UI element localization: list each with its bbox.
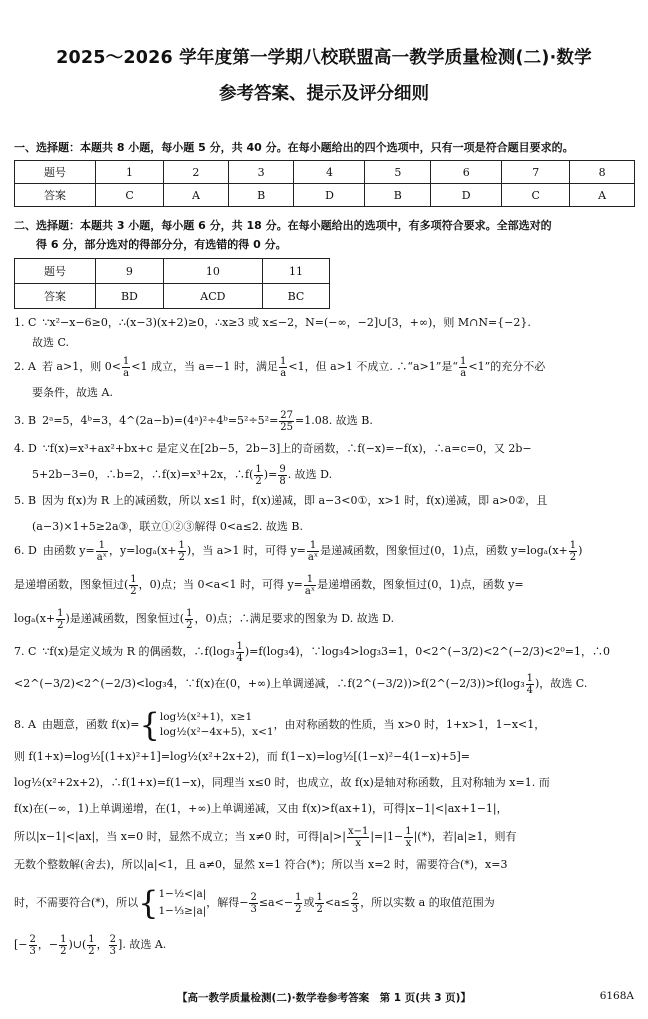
fraction-numerator: 27 xyxy=(280,409,294,421)
fraction xyxy=(526,673,534,696)
fraction-numerator: 9 xyxy=(279,463,286,475)
solution-text: <a≤ xyxy=(324,896,350,909)
fraction-denominator: 2 xyxy=(569,551,577,563)
solution-text: <1，但 a>1 不成立. ∴“a>1”是“ xyxy=(288,360,458,373)
fraction xyxy=(178,540,186,563)
table-cell: 2 xyxy=(164,161,229,184)
fraction-denominator: aˣ xyxy=(307,551,319,563)
table-cell: 8 xyxy=(570,161,635,184)
fraction xyxy=(569,540,577,563)
solution-text: 时，不需要符合(*)，所以 xyxy=(14,896,139,909)
section1-answer-table xyxy=(14,160,635,207)
fraction xyxy=(249,892,257,915)
table-cell: A xyxy=(164,184,229,207)
solution-text: 所以|x−1|<|ax|，当 x=0 时，显然不成立；当 x≠0 时，可得|a|>| xyxy=(14,830,346,843)
solution-text: 是递增函数，图象恒过(0，1)点，函数 y= xyxy=(317,578,524,591)
solution-q1 xyxy=(14,313,636,353)
fraction xyxy=(459,356,467,379)
fraction-denominator: 2 xyxy=(186,619,193,631)
solution-text: ，0)点；∴满足要求的图象为 D. 故选 D. xyxy=(194,612,395,625)
piecewise-case: log½(x²−4x+5)，x<1 xyxy=(159,726,274,738)
solution-text: ，− xyxy=(37,938,59,951)
inequality-system xyxy=(158,886,206,920)
fraction xyxy=(279,356,287,379)
fraction-numerator: 1 xyxy=(460,355,467,367)
table-cell: D xyxy=(294,184,365,207)
fraction-numerator: 1 xyxy=(60,933,67,945)
table-cell: BD xyxy=(96,284,164,309)
question-number: 5. B xyxy=(14,494,37,507)
solution-text: log½(x²+2x+2)，∴f(1+x)=f(1−x)，同理当 x≤0 时，也成立，故 f(x)是轴对称函数，且对称轴为 x=1. 而 xyxy=(14,776,550,789)
fraction-denominator: 2 xyxy=(130,585,137,597)
solution-text: ∵x²−x−6≥0，∴(x−3)(x+2)≥0，∴x≥3 或 x≤−2，N=(−∞，−2]∪[3，+∞)，则 M∩N={−2}. xyxy=(42,316,531,329)
left-brace: { xyxy=(139,706,160,744)
solution-text: ，由对称函数的性质，当 x>0 时，1+x>1，1−x<1， xyxy=(273,718,546,731)
fraction-numerator: 1 xyxy=(186,607,193,619)
table-cell: 5 xyxy=(365,161,431,184)
fraction-denominator: a xyxy=(280,367,287,379)
table-header-cell: 题号 xyxy=(15,259,96,284)
fraction xyxy=(307,540,319,563)
fraction-denominator: 4 xyxy=(236,652,243,664)
fraction-numerator: 1 xyxy=(307,540,319,552)
solution-text: )，故选 C. xyxy=(535,677,588,690)
table-row xyxy=(15,284,330,309)
question-number: 6. D xyxy=(14,544,37,557)
page-footer: 【高一教学质量检测(二)·数学卷参考答案 第 1 页(共 3 页)】 xyxy=(177,992,471,1004)
solution-text: ) xyxy=(578,544,583,557)
solution-text: . 故选 D. xyxy=(287,468,333,481)
fraction xyxy=(315,892,323,915)
solution-text: <1”的充分不必 xyxy=(468,360,546,373)
solution-text: 由函数 y= xyxy=(42,544,95,557)
solution-text: logₐ(x+ xyxy=(14,612,56,625)
solution-text: ，0)点；当 0<a<1 时，可得 y= xyxy=(138,578,303,591)
table-cell: 7 xyxy=(502,161,570,184)
fraction xyxy=(59,934,67,957)
fraction-numerator: 1 xyxy=(255,463,262,475)
table-row xyxy=(15,161,635,184)
fraction xyxy=(404,826,412,849)
section2-intro-line: 得 6 分，部分选对的得部分分，有选错的得 0 分。 xyxy=(36,238,287,251)
question-number: 8. A xyxy=(14,718,36,731)
solution-text: )∪( xyxy=(68,938,87,951)
fraction-denominator: 3 xyxy=(29,945,36,957)
fraction-denominator: 2 xyxy=(178,551,185,563)
solution-text: 若 a>1，则 0< xyxy=(41,360,121,373)
fraction xyxy=(347,826,369,849)
solution-text: )=f(log₃4)，∵log₃4>log₃3=1，0<2^(−3/2)<2^(−2/3)<2⁰=1，∴0 xyxy=(244,645,610,658)
fraction xyxy=(29,934,37,957)
solution-q4 xyxy=(14,436,636,488)
fraction-denominator: 2 xyxy=(295,903,302,915)
fraction-numerator: 2 xyxy=(250,891,257,903)
section2-intro xyxy=(14,216,636,254)
fraction-numerator: 1 xyxy=(316,891,323,903)
fraction-denominator: a xyxy=(460,367,467,379)
solution-text: 是递减函数，图象恒过(0，1)点，函数 y=logₐ(x+ xyxy=(320,544,568,557)
fraction xyxy=(96,540,108,563)
table-cell: 6 xyxy=(431,161,502,184)
fraction xyxy=(236,641,244,664)
table-cell: A xyxy=(570,184,635,207)
fraction-numerator: 1 xyxy=(405,825,412,837)
fraction xyxy=(304,574,316,597)
solution-text: ，解得− xyxy=(206,896,249,909)
solution-text: <1 成立，当 a=−1 时，满足 xyxy=(131,360,278,373)
solution-text: 2ᵃ=5，4ᵇ=3，4^(2a−b)=(4ᵃ)²÷4ᵇ=5²÷5²= xyxy=(42,414,279,427)
solution-text: 5+2b−3=0，∴b=2，∴f(x)=x³+2x，∴f( xyxy=(32,468,254,481)
fraction-numerator: 1 xyxy=(88,933,95,945)
solution-text: ， xyxy=(96,938,108,951)
table-cell: 1 xyxy=(96,161,164,184)
question-number: 4. D xyxy=(14,442,37,455)
fraction-numerator: x−1 xyxy=(347,825,369,837)
solution-text: (a−3)×1+5≥2a③，联立①②③解得 0<a≤2. 故选 B. xyxy=(32,520,303,533)
fraction xyxy=(122,356,130,379)
fraction-denominator: 2 xyxy=(57,619,64,631)
fraction-denominator: 4 xyxy=(526,684,534,696)
fraction-numerator: 1 xyxy=(236,640,243,652)
fraction-denominator: 25 xyxy=(280,421,294,433)
table-cell: BC xyxy=(262,284,329,309)
solution-text: )是递减函数，图象恒过( xyxy=(65,612,185,625)
solution-text: ，所以实数 a 的取值范围为 xyxy=(360,896,495,909)
solution-text: |(*)，若|a|≥1，则有 xyxy=(413,830,517,843)
solution-text: <2^(−3/2)<2^(−2/3)<log₃4，∵f(x)在(0，+∞)上单调递减，∴f(2^(−3/2))>f(2^(−2/3))>f(log₃ xyxy=(14,677,525,690)
solution-q8 xyxy=(14,706,636,962)
fraction xyxy=(109,934,117,957)
fraction-numerator: 2 xyxy=(29,933,36,945)
fraction-denominator: x xyxy=(355,837,361,849)
left-brace: { xyxy=(138,884,159,922)
table-row xyxy=(15,184,635,207)
table-cell: B xyxy=(365,184,431,207)
solution-text: 或 xyxy=(303,896,315,909)
fraction xyxy=(87,934,95,957)
section2-intro-line: 二、选择题：本题共 3 小题，每小题 6 分，共 18 分。在每小题给出的选项中，有多项符合要求。全部选对的 xyxy=(14,219,552,232)
fraction-numerator: 1 xyxy=(122,355,130,367)
question-number: 1. C xyxy=(14,316,37,329)
section1-intro: 一、选择题：本题共 8 小题，每小题 5 分，共 40 分。在每小题给出的四个选项中，只有一项是符合题目要求的。 xyxy=(14,141,574,154)
question-number: 2. A xyxy=(14,360,36,373)
fraction-numerator: 2 xyxy=(351,891,359,903)
fraction-denominator: x xyxy=(405,837,412,849)
solution-q5 xyxy=(14,488,636,540)
fraction-numerator: 1 xyxy=(304,574,316,586)
solution-text: )= xyxy=(263,468,278,481)
fraction xyxy=(56,608,64,631)
fraction-numerator: 1 xyxy=(569,539,577,551)
fraction-denominator: 3 xyxy=(250,903,257,915)
solution-text: 是递增函数，图象恒过( xyxy=(14,578,129,591)
table-cell: 3 xyxy=(228,161,294,184)
table-cell: B xyxy=(228,184,294,207)
fraction xyxy=(185,608,193,631)
table-cell: C xyxy=(96,184,164,207)
fraction-numerator: 1 xyxy=(295,891,302,903)
solution-text: [− xyxy=(14,938,28,951)
solution-q6 xyxy=(14,534,636,636)
piecewise-cases xyxy=(160,710,274,740)
solution-text: ，y=logₐ(x+ xyxy=(108,544,177,557)
solution-text: ∵f(x)=x³+ax²+bx+c 是定义在[2b−5，2b−3]上的奇函数，∴f(−x)=−f(x)，∴a=c=0，又 2b− xyxy=(42,442,532,455)
solution-q2 xyxy=(14,354,636,406)
inequality: 1−½<|a| xyxy=(158,888,207,900)
fraction xyxy=(294,892,302,915)
fraction-denominator: 2 xyxy=(316,903,323,915)
inequality: 1−⅓≥|a| xyxy=(158,905,207,917)
solution-text: 由题意，函数 f(x)= xyxy=(41,718,140,731)
table-cell: C xyxy=(502,184,570,207)
solution-text: |=|1− xyxy=(370,830,404,843)
fraction-denominator: 8 xyxy=(279,475,286,487)
fraction xyxy=(129,574,137,597)
fraction-denominator: 3 xyxy=(109,945,117,957)
table-row xyxy=(15,259,330,284)
table-cell: D xyxy=(431,184,502,207)
fraction-numerator: 1 xyxy=(96,540,108,552)
table-cell: 4 xyxy=(294,161,365,184)
solution-text: 要条件，故选 A. xyxy=(32,386,113,399)
fraction xyxy=(254,464,262,487)
fraction-numerator: 1 xyxy=(526,672,534,684)
piecewise-case: log½(x²+1)，x≥1 xyxy=(159,711,253,723)
fraction-numerator: 1 xyxy=(280,355,287,367)
page-title: 2025～2026 学年度第一学期八校联盟高一教学质量检测(二)·数学 xyxy=(56,48,592,68)
solution-text: 因为 f(x)为 R 上的减函数，所以 x≤1 时，f(x)递减，即 a−3<0①，x>1 时，f(x)递减，即 a>0②，且 xyxy=(42,494,548,507)
fraction-numerator: 1 xyxy=(130,573,137,585)
solution-text: =1.08. 故选 B. xyxy=(295,414,373,427)
fraction-denominator: a xyxy=(123,367,130,379)
page-subtitle: 参考答案、提示及评分细则 xyxy=(219,84,429,104)
fraction xyxy=(351,892,359,915)
table-cell: ACD xyxy=(163,284,262,309)
document-code: 6168A xyxy=(599,990,634,1002)
fraction-denominator: aˣ xyxy=(304,585,316,597)
fraction-denominator: 2 xyxy=(60,945,67,957)
table-cell: 9 xyxy=(96,259,164,284)
solution-text: )，当 a>1 时，可得 y= xyxy=(186,544,306,557)
fraction-denominator: 2 xyxy=(255,475,262,487)
question-number: 3. B xyxy=(14,414,37,427)
table-cell: 10 xyxy=(163,259,262,284)
solution-q7 xyxy=(14,636,636,700)
section2-answer-table xyxy=(14,258,330,309)
solution-text: ≤a<− xyxy=(258,896,294,909)
solution-q3 xyxy=(14,408,636,434)
solution-text: ]. 故选 A. xyxy=(118,938,167,951)
table-cell: 11 xyxy=(262,259,329,284)
fraction-numerator: 1 xyxy=(57,607,64,619)
solution-text: ∵f(x)是定义域为 R 的偶函数，∴f(log₃ xyxy=(42,645,235,658)
fraction xyxy=(279,410,294,433)
fraction-numerator: 1 xyxy=(178,539,185,551)
solution-text: f(x)在(−∞，1)上单调递增，在(1，+∞)上单调递减，又由 f(x)>f(ax+1)，可得|x−1|<|ax+1−1|， xyxy=(14,802,508,815)
fraction-numerator: 2 xyxy=(109,933,117,945)
fraction-denominator: 2 xyxy=(88,945,95,957)
solution-text: 故选 C. xyxy=(32,336,70,349)
table-header-cell: 答案 xyxy=(15,184,96,207)
fraction-denominator: 3 xyxy=(351,903,359,915)
table-header-cell: 题号 xyxy=(15,161,96,184)
solution-text: 则 f(1+x)=log½[(1+x)²+1]=log½(x²+2x+2)，而 f(1−x)=log½[(1−x)²−4(1−x)+5]= xyxy=(14,750,471,763)
question-number: 7. C xyxy=(14,645,37,658)
table-header-cell: 答案 xyxy=(15,284,96,309)
fraction xyxy=(278,464,286,487)
solution-text: 无数个整数解(舍去)，所以|a|<1，且 a≠0，显然 x=1 符合(*)；所以当 x=2 时，需要符合(*)，x=3 xyxy=(14,858,508,871)
fraction-denominator: aˣ xyxy=(96,551,107,563)
